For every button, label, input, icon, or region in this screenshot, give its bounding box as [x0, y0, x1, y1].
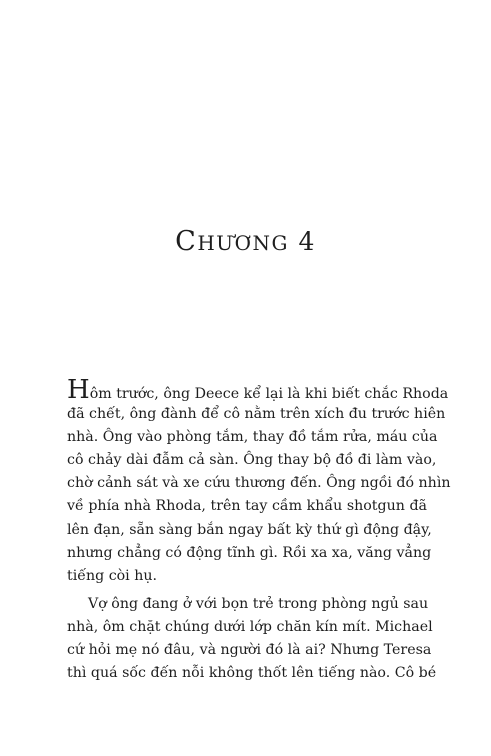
paragraph-line: cứ hỏi mẹ nó đâu, và người đó là ai? Nhưng Teresa: [67, 642, 432, 659]
paragraph-line: thì quá sốc đến nỗi không thốt lên tiếng nào. Cô bé: [67, 665, 437, 682]
drop-cap: H: [67, 375, 90, 405]
paragraph-2: [67, 593, 437, 685]
line-text: ôm trước, ông Deece kể lại là khi biết chắc Rhoda: [89, 386, 449, 402]
chapter-body: [67, 375, 451, 685]
chapter-heading-initial: C: [175, 226, 198, 257]
paragraph-line: đã chết, ông đành để cô nằm trên xích đu trước hiên: [67, 406, 446, 423]
paragraph-line: Vợ ông đang ở với bọn trẻ trong phòng ngủ sau: [88, 595, 429, 612]
paragraph-line: [67, 375, 449, 405]
chapter-heading: [0, 226, 491, 257]
paragraph-line: nhưng chẳng có động tĩnh gì. Rồi xa xa, văng vẳng: [67, 544, 432, 561]
paragraph-line: về phía nhà Rhoda, trên tay cầm khẩu shotgun đã: [67, 498, 427, 515]
paragraph-line: tiếng còi hụ.: [67, 567, 158, 584]
paragraph-line: lên đạn, sẵn sàng bắn ngay bất kỳ thứ gì động đậy,: [67, 521, 432, 538]
paragraph-line: nhà, ôm chặt chúng dưới lớp chăn kín mít. Michael: [67, 618, 433, 635]
paragraph-line: cô chảy dài đẫm cả sàn. Ông thay bộ đồ đi làm vào,: [67, 452, 437, 469]
paragraph-1: [67, 375, 451, 588]
paragraph-line: nhà. Ông vào phòng tắm, thay đồ tắm rửa, máu của: [67, 429, 438, 446]
chapter-number: 4: [298, 227, 316, 256]
paragraph-line: chờ cảnh sát và xe cứu thương đến. Ông ngồi đó nhìn: [67, 475, 451, 492]
chapter-heading-word: HƯƠNG: [197, 231, 289, 255]
